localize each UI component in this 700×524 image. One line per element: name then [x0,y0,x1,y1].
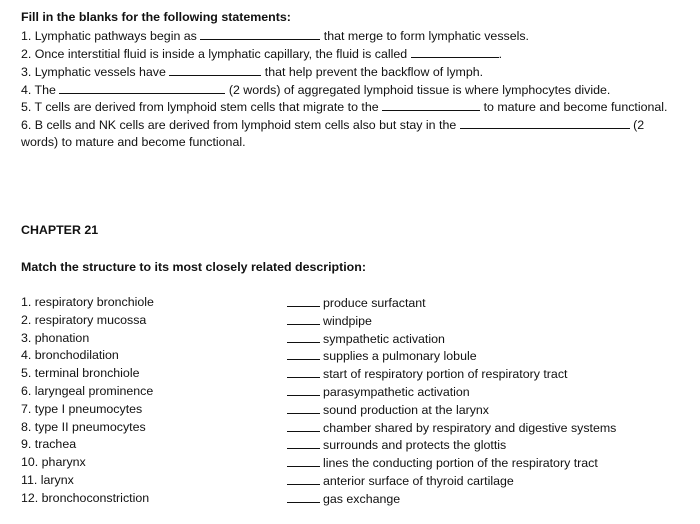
answer-blank-3[interactable] [169,63,261,76]
match-blank[interactable] [287,419,320,432]
structure-item: 12. bronchoconstriction [21,490,150,505]
description-text: chamber shared by respiratory and digestive systems [323,420,617,435]
answer-blank-2[interactable] [411,45,499,58]
chapter-heading: CHAPTER 21 [21,223,99,237]
structure-item: 9. trachea [21,437,77,452]
match-blank[interactable] [287,365,320,378]
match-blank[interactable] [287,454,320,467]
description-text: surrounds and protects the glottis [323,438,507,453]
match-blank[interactable] [287,383,320,396]
question-2 [21,45,502,63]
question-5 [21,98,667,116]
description-item [287,454,616,472]
description-text: sound production at the larynx [323,402,490,417]
answer-blank-4[interactable] [59,81,225,94]
description-item [287,401,616,419]
structure-item: 1. respiratory bronchiole [21,295,154,309]
question-4-text-a: 4. The [21,83,56,97]
answer-blank-5[interactable] [382,98,480,111]
answer-blank-6[interactable] [460,116,630,129]
question-4 [21,81,610,99]
question-5-text-b: to mature and become functional. [483,100,668,114]
description-text: start of respiratory portion of respiratory tract [323,367,568,382]
match-blank[interactable] [287,472,320,485]
description-text: gas exchange [323,491,401,506]
match-blank[interactable] [287,436,320,449]
description-item [287,490,616,508]
structure-item: 2. respiratory mucossa [21,312,147,327]
question-1 [21,27,529,45]
description-item [287,472,616,490]
match-blank[interactable] [287,347,320,360]
description-item [287,347,616,365]
description-item [287,294,616,312]
structure-item: 3. phonation [21,330,90,345]
match-blank[interactable] [287,294,320,307]
structure-item: 7. type I pneumocytes [21,401,143,416]
description-item [287,383,616,401]
question-2-text-b: . [498,47,503,61]
description-item [287,330,616,348]
structure-item: 8. type II pneumocytes [21,419,146,434]
description-item [287,419,616,437]
match-blank[interactable] [287,490,320,503]
description-text: anterior surface of thyroid cartilage [323,473,514,488]
description-text: supplies a pulmonary lobule [323,349,477,364]
match-blank[interactable] [287,401,320,414]
structure-item: 4. bronchodilation [21,348,119,363]
question-3 [21,63,483,81]
description-text: windpipe [323,313,372,328]
question-3-text-a: 3. Lymphatic vessels have [21,65,166,79]
match-blank[interactable] [287,330,320,343]
structure-item: 6. laryngeal prominence [21,383,154,398]
descriptions-list [287,294,616,508]
structure-item: 5. terminal bronchiole [21,366,140,381]
description-text: produce surfactant [323,296,426,310]
question-1-text-a: 1. Lymphatic pathways begin as [21,29,197,43]
description-item [287,312,616,330]
question-1-text-b: that merge to form lymphatic vessels. [323,29,529,43]
description-item [287,436,616,454]
structure-item: 11. larynx [21,472,74,487]
match-blank[interactable] [287,312,320,325]
fill-blanks-heading: Fill in the blanks for the following statements: [21,10,291,24]
question-6-text-a: 6. B cells and NK cells are derived from lymphoid stem cells also but stay in the [21,118,457,132]
description-text: parasympathetic activation [323,384,470,399]
question-2-text-a: 2. Once interstitial fluid is inside a lymphatic capillary, the fluid is called [21,47,408,61]
question-6-continued: words) to mature and become functional. [21,135,246,149]
answer-blank-1[interactable] [200,27,320,40]
structure-item: 10. pharynx [21,455,86,470]
question-6-text-b: (2 [633,118,645,132]
structures-list [21,294,154,508]
question-6 [21,116,644,134]
question-3-text-b: that help prevent the backflow of lymph. [264,65,484,79]
matching-heading: Match the structure to its most closely related description: [21,260,366,274]
question-4-text-b: (2 words) of aggregated lymphoid tissue is where lymphocytes divide. [228,83,611,97]
description-text: lines the conducting portion of the respiratory tract [323,456,598,471]
question-5-text-a: 5. T cells are derived from lymphoid stem cells that migrate to the [21,100,379,114]
description-text: sympathetic activation [323,331,445,346]
description-item [287,365,616,383]
